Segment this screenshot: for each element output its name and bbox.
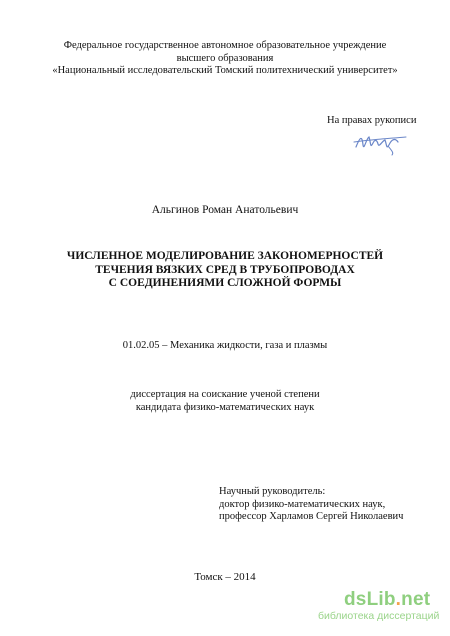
signature-icon — [352, 131, 410, 157]
specialty-code: 01.02.05 – Механика жидкости, газа и плазмы — [122, 340, 328, 351]
watermark-caption: библиотека диссертаций — [318, 610, 440, 622]
logo-dot: . — [395, 589, 402, 610]
supervisor-line-2: доктор физико-математических наук, — [219, 498, 386, 510]
supervisor-line-3: профессор Харламов Сергей Николаевич — [219, 511, 404, 522]
supervisor-line-1: Научный руководитель: — [219, 486, 326, 497]
supervisor-block — [219, 486, 403, 524]
title-line-1: ЧИСЛЕННОЕ МОДЕЛИРОВАНИЕ ЗАКОНОМЕРНОСТЕЙ — [66, 250, 384, 262]
city-year: Томск – 2014 — [194, 571, 256, 583]
degree-line-1: диссертация на соискание ученой степени — [130, 389, 320, 400]
institution-header — [0, 40, 450, 78]
institution-line-2: высшего образования — [176, 52, 274, 64]
title-line-2: ТЕЧЕНИЯ ВЯЗКИХ СРЕД В ТРУБОПРОВОДАХ — [95, 263, 355, 276]
logo-text-part1: dsLib — [344, 589, 396, 610]
institution-line-3: «Национальный исследовательский Томский политехнический университет» — [52, 65, 398, 76]
author-name: Альгинов Роман Анатольевич — [151, 204, 299, 216]
institution-line-1: Федеральное государственное автономное образовательное учреждение — [63, 40, 387, 51]
degree-statement — [0, 389, 450, 414]
dissertation-title — [0, 250, 450, 291]
degree-line-2: кандидата физико-математических наук — [135, 401, 315, 413]
title-line-3: С СОЕДИНЕНИЯМИ СЛОЖНОЙ ФОРМЫ — [108, 277, 342, 289]
manuscript-rights-label: На правах рукописи — [327, 115, 417, 126]
dslib-logo[interactable] — [344, 589, 444, 611]
logo-text-part2: net — [401, 589, 431, 610]
